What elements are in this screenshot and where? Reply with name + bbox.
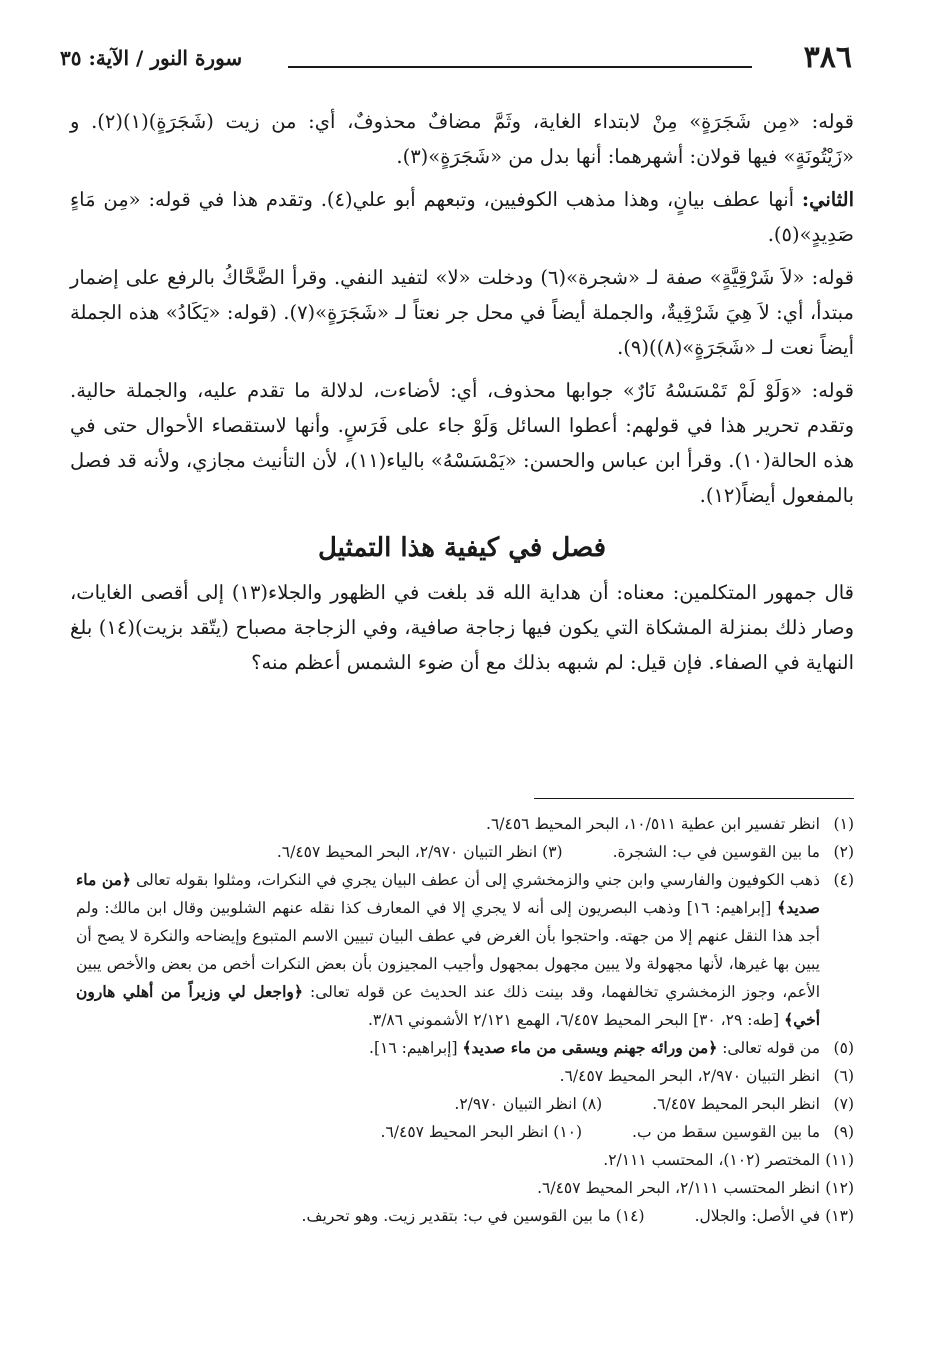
footnote-number: (١٤) <box>615 1207 645 1225</box>
paragraph-2 <box>70 182 854 252</box>
footnote-text: في الأصل: والجلال. <box>694 1207 820 1225</box>
page-header <box>60 38 852 78</box>
quran-verse: ﴿واجعل لي وزيراً من أهلي هارون أخي﴾ <box>76 982 820 1029</box>
footnote-number: (٤) <box>833 871 854 889</box>
footnote-number: (١٣) <box>825 1207 854 1225</box>
footnote-separator <box>534 798 854 799</box>
footnote-number: (٥) <box>833 1039 854 1057</box>
footnote-text: ذهب الكوفيون والفارسي وابن جني والزمخشري إلى أن عطف البيان يجري في النكرات، ومثلوا بقوله تعالى ﴿من ماء صديد﴾ [إبراهيم: ١٦] وذهب البصريون إلى أنه لا يجري إلا في المعارف كذا نقله عنهم الشلوبين وقال ابن مالك: ولم أجد هذا النقل عنهم إلا من جهته. واحتجوا بأن الغرض في عطف البيان تبيين الاسم المتبوع وإيضاحه والنكرة لا يصح أن يبين بها غيرها، لأنها مجهولة ولا يبين مجهول بمجهول وأجيب المجيزون بأن بعض النكرات أخص من بعض والأخص يبين الأعم، وجوز الزمخشري تخالفهما، وقد بينت ذلك عند الحديث عن قوله تعالى: ﴿واجعل لي وزيراً من أهلي هارون أخي﴾ [طه: ٢٩، ٣٠] البحر المحيط ٦/٤٥٧، الهمع ٢/١٢١ الأشموني ٣/٨٦. <box>76 870 820 1029</box>
quran-verse: ﴿من ورائه جهنم ويسقى من ماء صديد﴾ <box>462 1038 718 1057</box>
footnote-5 <box>76 1034 854 1062</box>
footnote-number: (١٠) <box>553 1123 583 1141</box>
paragraph-1: قوله: «مِن شَجَرَةٍ» مِنْ لابتداء الغاية، وثَمَّ مضافٌ محذوفٌ، أي: من زيت (شَجَرَةٍ)(١)(٢). و «زَيْتُونَةٍ» فيها قولان: أشهرهما: أنها بدل من «شَجَرَةٍ»(٣). <box>70 110 854 168</box>
footnote-13-14 <box>76 1202 854 1230</box>
footnote-7-8 <box>76 1090 854 1118</box>
footnote-text: انظر تفسير ابن عطية ١٠/٥١١، البحر المحيط ٦/٤٥٦. <box>486 815 820 833</box>
paragraph-5: قال جمهور المتكلمين: معناه: أن هداية الله قد بلغت في الظهور والجلاء(١٣) إلى أقصى الغايات، وصار ذلك بمنزلة المشكاة التي يكون فيها زجاجة صافية، وفي الزجاجة مصباح (يتّقد بزيت)(١٤) بلغ النهاية في الصفاء. فإن قيل: لم شبهه بذلك مع أن ضوء الشمس أعظم منه؟ <box>70 581 855 674</box>
paragraph-4: قوله: «وَلَوْ لَمْ تَمْسَسْهُ نَارٌ» جوابها محذوف، أي: لأضاءت، لدلالة ما تقدم عليه، والجملة حالية. وتقدم تحرير هذا في قولهم: أعطوا السائل وَلَوْ جاء على فَرَسٍ. وأنها لاستقصاء الأحوال حتى في هذه الحالة(١٠). وقرأ ابن عباس والحسن: «يَمْسَسْهُ» بالياء(١١)، لأن التأنيث مجازي، ولأنه قد فصل بالمفعول أيضاً(١٢). <box>70 379 854 507</box>
footnote-number: (٢) <box>833 843 854 861</box>
footnote-text: انظر البحر المحيط ٦/٤٥٧. <box>652 1095 820 1113</box>
main-text <box>70 104 854 688</box>
quran-verse: ﴿من ماء صديد﴾ <box>76 870 820 917</box>
footnote-text: ما بين القوسين في ب: بتقدير زيت. وهو تحريف. <box>301 1207 611 1225</box>
footnote-1 <box>76 810 854 838</box>
footnote-number: (٨) <box>581 1095 603 1113</box>
footnote-number: (١٢) <box>825 1179 854 1197</box>
footnote-text: ما بين القوسين سقط من ب. <box>632 1123 820 1141</box>
footnotes <box>76 810 854 1230</box>
footnote-2-3 <box>76 838 854 866</box>
paragraph-2-text: أنها عطف بيانٍ، وهذا مذهب الكوفيين، وتبعهم أبو علي(٤). وتقدم هذا في قوله: «مِن مَاءٍ صَدِيدٍ»(٥). <box>70 188 854 246</box>
footnote-text: انظر التبيان ٢/٩٧٠، البحر المحيط ٦/٤٥٧. <box>276 843 538 861</box>
footnote-text: انظر التبيان ٢/٩٧٠. <box>454 1095 577 1113</box>
footnote-text: انظر المحتسب ٢/١١١، البحر المحيط ٦/٤٥٧. <box>537 1179 820 1197</box>
footnote-number: (٦) <box>833 1067 854 1085</box>
paragraph-2-lead: الثاني: <box>801 188 854 211</box>
footnote-text: المختصر (١٠٢)، المحتسب ٢/١١١. <box>603 1151 820 1169</box>
footnote-number: (١١) <box>825 1151 854 1169</box>
footnote-6 <box>76 1062 854 1090</box>
footnote-11 <box>76 1146 854 1174</box>
section-heading: فصل في كيفية هذا التمثيل <box>317 533 607 563</box>
footnote-number: (٧) <box>833 1095 854 1113</box>
paragraph-3: قوله: «لاَ شَرْقِيَّةٍ» صفة لـ «شجرة»(٦) ودخلت «لا» لتفيد النفي. وقرأ الضَّحَّاكُ بالرفع على إضمار مبتدأ، أي: لاَ هِيَ شَرْقِيةٌ، والجملة أيضاً في محل جر نعتاً لـ «شَجَرَةٍ»(٧). (قوله: «يَكَادُ» هذه الجملة أيضاً نعت لـ «شَجَرَةٍ»(٨))(٩). <box>70 266 854 359</box>
running-title: سورة النور / الآية: ٣٥ <box>60 46 243 70</box>
page-number: ٣٨٦ <box>803 40 852 75</box>
header-rule <box>288 66 752 68</box>
footnote-number: (٩) <box>833 1123 854 1141</box>
footnote-number: (٣) <box>542 843 563 861</box>
footnote-text: ما بين القوسين في ب: الشجرة. <box>612 843 820 861</box>
footnote-text: انظر البحر المحيط ٦/٤٥٧. <box>380 1123 549 1141</box>
footnote-4 <box>76 866 854 1034</box>
footnote-12 <box>76 1174 854 1202</box>
footnote-text: انظر التبيان ٢/٩٧٠، البحر المحيط ٦/٤٥٧. <box>559 1067 820 1085</box>
footnote-9-10 <box>76 1118 854 1146</box>
footnote-text: من قوله تعالى: ﴿من ورائه جهنم ويسقى من ماء صديد﴾ [إبراهيم: ١٦]. <box>369 1038 820 1057</box>
footnote-number: (١) <box>833 815 854 833</box>
